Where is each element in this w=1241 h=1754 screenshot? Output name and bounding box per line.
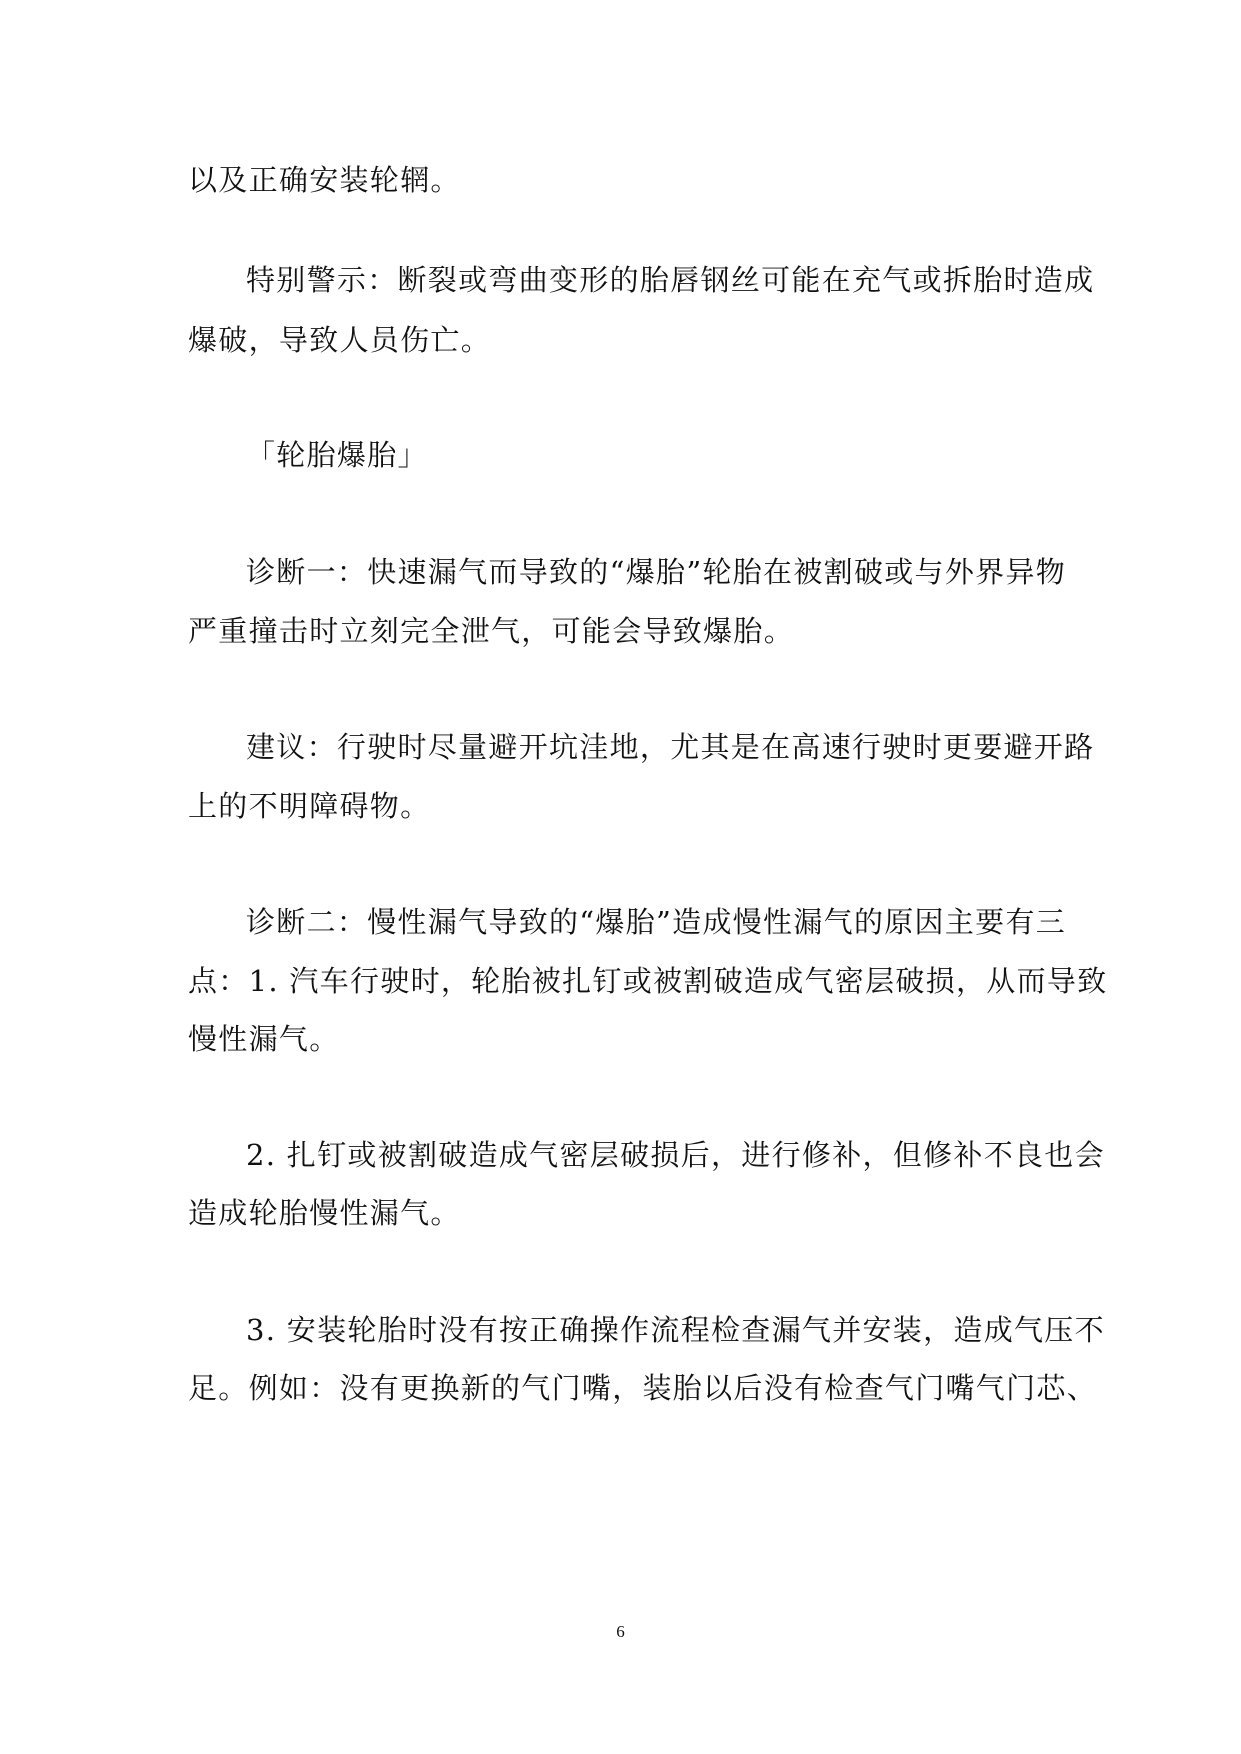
paragraph-line: 严重撞击时立刻完全泄气，可能会导致爆胎。: [188, 614, 795, 648]
paragraph-line: 上的不明障碍物。: [188, 789, 431, 823]
paragraph-line: 爆破，导致人员伤亡。: [188, 323, 492, 357]
paragraph-line: 2. 扎钉或被割破造成气密层破损后，进行修补，但修补不良也会: [246, 1138, 1105, 1172]
paragraph-line: 3. 安装轮胎时没有按正确操作流程检查漏气并安装，造成气压不: [246, 1313, 1105, 1347]
paragraph-line: 建议：行驶时尽量避开坑洼地，尤其是在高速行驶时更要避开路: [246, 730, 1095, 764]
section-heading: 「轮胎爆胎」: [246, 438, 428, 472]
paragraph-line: 慢性漏气。: [188, 1022, 340, 1056]
page-number: 6: [616, 1622, 625, 1641]
paragraph-line: 足。例如：没有更换新的气门嘴，装胎以后没有检查气门嘴气门芯、: [188, 1371, 1098, 1405]
paragraph-line: 造成轮胎慢性漏气。: [188, 1196, 461, 1230]
paragraph-line: 以及正确安装轮辋。: [188, 163, 461, 197]
paragraph-line: 诊断一：快速漏气而导致的“爆胎”轮胎在被割破或与外界异物: [246, 555, 1067, 589]
paragraph-line: 点：1. 汽车行驶时，轮胎被扎钉或被割破造成气密层破损，从而导致: [188, 964, 1108, 998]
paragraph-line: 特别警示：断裂或弯曲变形的胎唇钢丝可能在充气或拆胎时造成: [246, 263, 1095, 297]
paragraph-line: 诊断二：慢性漏气导致的“爆胎”造成慢性漏气的原因主要有三: [246, 905, 1067, 939]
